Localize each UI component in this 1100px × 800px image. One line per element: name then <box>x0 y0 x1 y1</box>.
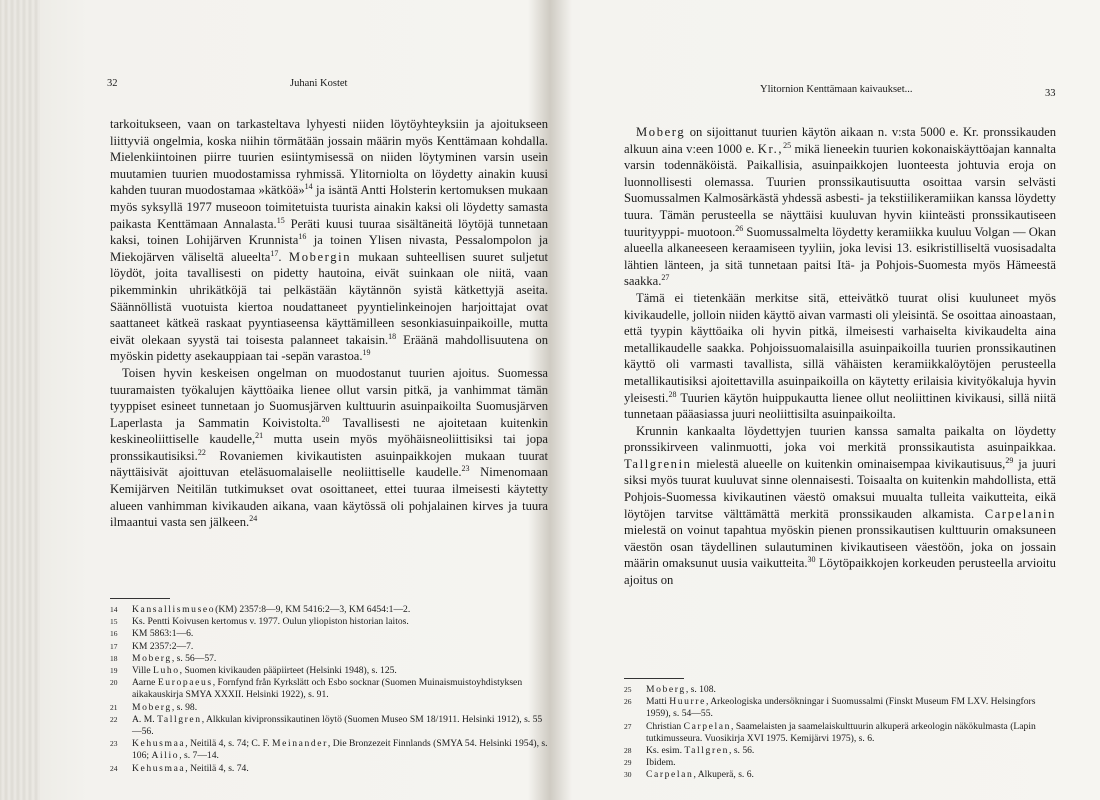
footnote-ref: 20 <box>321 414 330 424</box>
footnote: 17 KM 2357:2—7. <box>110 640 194 652</box>
footnote-number: 28 <box>624 746 632 756</box>
footnote-number: 24 <box>110 763 118 773</box>
footnote-number: 20 <box>110 678 118 688</box>
body-text <box>624 124 1056 589</box>
footnote: 28 Ks. esim. Tallgren, s. 56. <box>624 745 755 757</box>
spaced-name: Tallgren <box>157 713 202 725</box>
footnote-ref: 29 <box>1005 455 1014 465</box>
footnote-ref: 18 <box>388 331 397 341</box>
paragraph: tarkoitukseen, vaan on tarkasteltava lyhyesti niiden löytöyhteyksiin ja ajoitukseen liittyviä ongelmia, koska niihin törmätään jossain määrin myös Kenttämaan kohdalla. Mielenkiintoinen piirre tuurien esiintymisessä on niiden löytyminen varsin usein muutamien tuurien muodostamissa ryhmissä. Ylitorniolta on löydetty ainakin kuusi kahden tuuran muodostamaa »kätköä»$^{14}$ ja isäntä Antti Holsterin kertomuksen mukaan myös syksyllä 1977 museoon toimitetuista tuurista ainakin kaksi oli löydetty samasta paikasta Kenttämaan Annalasta.$^{15}$ Peräti kuusi tuuraa sisältäneitä löytöjä tunnetaan kaksi, toinen Lohijärven Krunnista$^{16}$ ja toinen Ylisen nivasta, Pessalompolon ja Miekojärven väliseltä alueelta$^{17}$. Mobergin mukaan suhteellisen suuret suljetut löydöt, joita tavallisesti on pidetty hautoina, eivät suinkaan ole niitä, vaan pikemminkin uhrikätköjä tai pelkästään käytännön syistä kätkettyjä aseita. Säännöllistä vuotuista kiertoa noudattaneet pyyntielinkeinojen harjoittajat ovat saattaneet kätkeä raskaat pyyntiaseensa käyttämilleen sesonkiasuinpaikoille, mutta eivät olekaan syystä tai toisesta palanneet takaisin.$^{18}$ Eräänä mahdollisuutena on myöskin pidetty asekauppiaan tai -sepän varastoa.$^{19}$ <box>110 117 549 364</box>
page-edges <box>0 0 40 800</box>
spaced-name: Carpelan <box>646 769 694 781</box>
footnote: 16 KM 5863:1—6. <box>110 628 194 640</box>
paragraph: Tämä ei tietenkään merkitse sitä, etteivätkö tuurat olisi kuuluneet myös kivikaudelle, jolloin niiden käyttö aivan varmasti oli yleisintä. Se osoittaa ainoastaan, että tyypin käyttöaika oli hyvin pitkä, ilmeisesti varhaiselta kivikaudelta aina metallikaudelle saakka. Pohjoissuomalaisilla asuinpaikoilla tuurien pronssikautinen käyttö oli varmasti tavallista, sillä vähäisten keramiikkalöytöjen perusteella metallikautisiksi ajoitettavilla asuinpaikoilla on käytetty erilaisia kivityökaluja hyvin yleisesti.$^{28}$ Tuurien käytön huippukautta lienee ollut neoliittinen kivikausi, sillä niitä tunnetaan pääasiassa juuri neoliittisilta asuinpaikoilta. <box>624 290 1056 422</box>
spaced-name: Moberg <box>646 684 686 695</box>
footnotes <box>110 604 550 775</box>
spaced-name: Kansallismuseo <box>132 604 216 615</box>
footnote-ref: 16 <box>298 231 307 241</box>
footnote-number: 23 <box>110 739 118 749</box>
footnote: 19 Ville Luho, Suomen kivikauden pääpiirteet (Helsinki 1948), s. 125. <box>110 665 397 677</box>
footnote-number: 25 <box>624 685 632 694</box>
footnote-number: 22 <box>110 714 118 724</box>
footnote-number: 29 <box>624 758 632 768</box>
spaced-name: Moberg <box>132 652 172 664</box>
footnote-number: 26 <box>624 697 632 707</box>
footnote: 27 Christian Carpelan, Saamelaisten ja saamelaiskulttuurin alkuperä arkeologin näkökulmasta (Lapin tutkimusseura. Vuosikirja XVI 1975. Kemijärvi 1975), s. 6. <box>624 720 1036 744</box>
footnote-ref: 27 <box>661 273 670 283</box>
footnote-ref: 28 <box>668 389 677 399</box>
body-text <box>110 116 548 531</box>
footnote-ref: 15 <box>276 215 285 225</box>
spaced-name: Ailio <box>151 750 180 762</box>
footnote-ref: 17 <box>270 248 279 258</box>
spaced-name: Luho <box>153 665 180 677</box>
footnote: 21 Moberg, s. 98. <box>110 701 198 713</box>
spaced-name: Kehusmaa <box>132 762 186 774</box>
footnote: 26 Matti Huurre, Arkeologiska undersökningar i Suomussalmi (Finskt Museum FM LXV. Helsingfors 1959), s. 54—55. <box>624 696 1036 720</box>
footnote-rule <box>110 598 170 599</box>
spaced-name: Meinander <box>271 738 328 750</box>
page-number: 33 <box>1045 88 1056 99</box>
spaced-name: Carpelanin <box>984 506 1056 521</box>
spaced-name: Huurre <box>669 696 706 708</box>
spaced-name: Moberg <box>636 125 686 139</box>
footnote-ref: 25 <box>783 140 792 150</box>
footnotes <box>624 684 1056 782</box>
paragraph: Moberg on sijoittanut tuurien käytön aikaan n. v:sta 5000 e. Kr. pronssikauden alkuun aina v:een 1000 e. Kr.,$^{25}$ mikä lieneekin tuurien kokonaiskäyttöajan kannalta varsin todennäköistä. Paikallisia, asuinpaikkojen luonteesta johtuvia eroja on luonnollisesti olemassa. Tuurien pronssikautisuutta osoittaa varsin selvästi Suomussalmen Kalmosärkästä yhdessä asbesti- ja tekstiilikeramiikan kanssa löydetty tuura. Tämän perusteella se näyttäisi kuuluvan hyvin kiinteästi pronssikautiseen tuurityyppi- muotoon.$^{26}$ Suomussalmelta löydetty keramiikka kuuluu Volgan — Okan alueella alkaneeseen keraamiseen tyyliin, joka levisi 13. esikristilliseltä vuosisadalta lähtien länteen, ja sitä tunnetaan paitsi Itä- ja Pohjois-Suomesta myös Hämeestä saakka.$^{27}$ <box>624 125 1056 289</box>
running-head: Ylitornion Kenttämaan kaivaukset... <box>760 84 913 95</box>
spaced-name: Tallgren <box>684 745 730 757</box>
footnote-ref: 14 <box>304 182 313 192</box>
footnote: 25 Moberg, s. 108. <box>624 684 716 695</box>
footnote-number: 14 <box>110 605 118 614</box>
footnote: 14 Kansallismuseo(KM) 2357:8—9, KM 5416:2—3, KM 6454:1—2. <box>110 604 411 615</box>
footnote-number: 21 <box>110 702 118 712</box>
footnote-ref: 24 <box>249 514 258 524</box>
footnote: 24 Kehusmaa, Neitilä 4, s. 74. <box>110 762 249 774</box>
footnote-ref: 26 <box>735 223 744 233</box>
spaced-name: Kr., <box>757 141 784 156</box>
paragraph: Krunnin kankaalta löydettyjen tuurien kanssa samalta paikalta on löydetty pronssikirveen valinmuotti, joka voi merkitä pronssikautista asuinpaikkaa. Tallgrenin mielestä alueelle on kuitenkin ominaisempaa kivikautisuus,$^{29}$ ja juuri siksi myös tuurat kuuluvat sinne olennaisesti. Toisaalta on kuitenkin mahdollista, että Pohjois-Suomessa kivikautinen väestö omaksui muualta tulleita vaikutteita, eikä löytöjen tarvitse välttämättä merkitä pronssikauden alkamista. Carpelanin mielestä on voinut tapahtua myöskin pienen pronssikautisen kulttuurin omaksuneen väestön osan täydellinen sulautuminen kivikautiseen väestöön, joka on jossain määrin omaksunut uusia vaikutteita.$^{30}$ Löytöpaikkojen korkeuden perusteella arvioitu ajoitus on <box>624 423 1057 588</box>
footnote: 18 Moberg, s. 56—57. <box>110 652 217 664</box>
footnote-number: 18 <box>110 653 118 663</box>
footnote-number: 27 <box>624 721 632 731</box>
right-page <box>572 0 1100 800</box>
page-number: 32 <box>107 78 118 89</box>
footnote-number: 19 <box>110 666 118 676</box>
footnote-ref: 30 <box>807 555 816 565</box>
footnote-number: 30 <box>624 770 632 780</box>
running-head: Juhani Kostet <box>290 78 348 89</box>
footnote: 20 Aarne Europaeus, Fornfynd från Kyrkslätt och Esbo socknar (Suomen Muinaismuistoyhdistyksen aikakauskirja SMYA XXXII. Helsinki 1922), s. 91. <box>110 677 523 701</box>
footnote: 15 Ks. Pentti Koivusen kertomus v. 1977. Oulun yliopiston historian laitos. <box>110 616 409 628</box>
footnote-ref: 21 <box>255 431 264 441</box>
footnote-number: 17 <box>110 641 118 651</box>
footnote-ref: 23 <box>461 464 470 474</box>
spaced-name: Carpelan <box>683 720 732 732</box>
paragraph: Toisen hyvin keskeisen ongelman on muodostanut tuurien ajoitus. Suomessa tuuramaisten työkalujen käyttöaika lienee ollut varsin pitkä, ja vanhimmat tämän tyyppiset esineet tunnetaan jo Suomusjärven kulttuurin asuinpaikoilta Suomusjärven Laperlasta ja Sammatin Koivistolta.$^{20}$ Tavallisesti ne ajoitetaan kuitenkin keskineoliittiselle kaudelle,$^{21}$ mutta usein myös myöhäisneoliittisiksi tai jopa pronssikautisiksi.$^{22}$ Rovaniemen kivikautisten asuinpaikkojen mukaan tuurat näyttäisivät ajoittuvan eteläsuomalaiselle neoliittiselle kaudelle.$^{23}$ Nimenomaan Kemijärven Neitilän tutkimukset ovat osoittaneet, ettei tuuraa ilmeisesti käytetty alueen vanhimman kivikauden aikana, vaan käytössä oli pohjalainen kirves ja tuura ilmaantui vasta sen jälkeen.$^{24}$ <box>110 365 548 530</box>
footnote: 22 A. M. Tallgren, Alkkulan kivipronssikautinen löytö (Suomen Museo SM 18/1911. Helsinki 1912), s. 55—56. <box>110 713 543 738</box>
footnote-number: 15 <box>110 617 118 627</box>
footnote: 29 Ibidem. <box>624 757 676 769</box>
footnote-ref: 19 <box>362 348 371 358</box>
spaced-name: Tallgrenin <box>624 456 692 471</box>
footnote: 23 Kehusmaa, Neitilä 4, s. 74; C. F. Meinander, Die Bronzezeit Finnlands (SMYA 54. Helsinki 1954), s. 106; Ailio, s. 7—14. <box>110 738 548 762</box>
spaced-name: Mobergin <box>288 249 352 264</box>
footnote-rule <box>624 678 684 679</box>
footnote: 30 Carpelan, Alkuperä, s. 6. <box>624 769 754 781</box>
spaced-name: Moberg <box>132 701 172 713</box>
footnote-ref: 22 <box>197 447 206 457</box>
footnote-number: 16 <box>110 629 118 639</box>
spaced-name: Kehusmaa <box>132 738 186 750</box>
spaced-name: Europaeus <box>157 677 213 689</box>
